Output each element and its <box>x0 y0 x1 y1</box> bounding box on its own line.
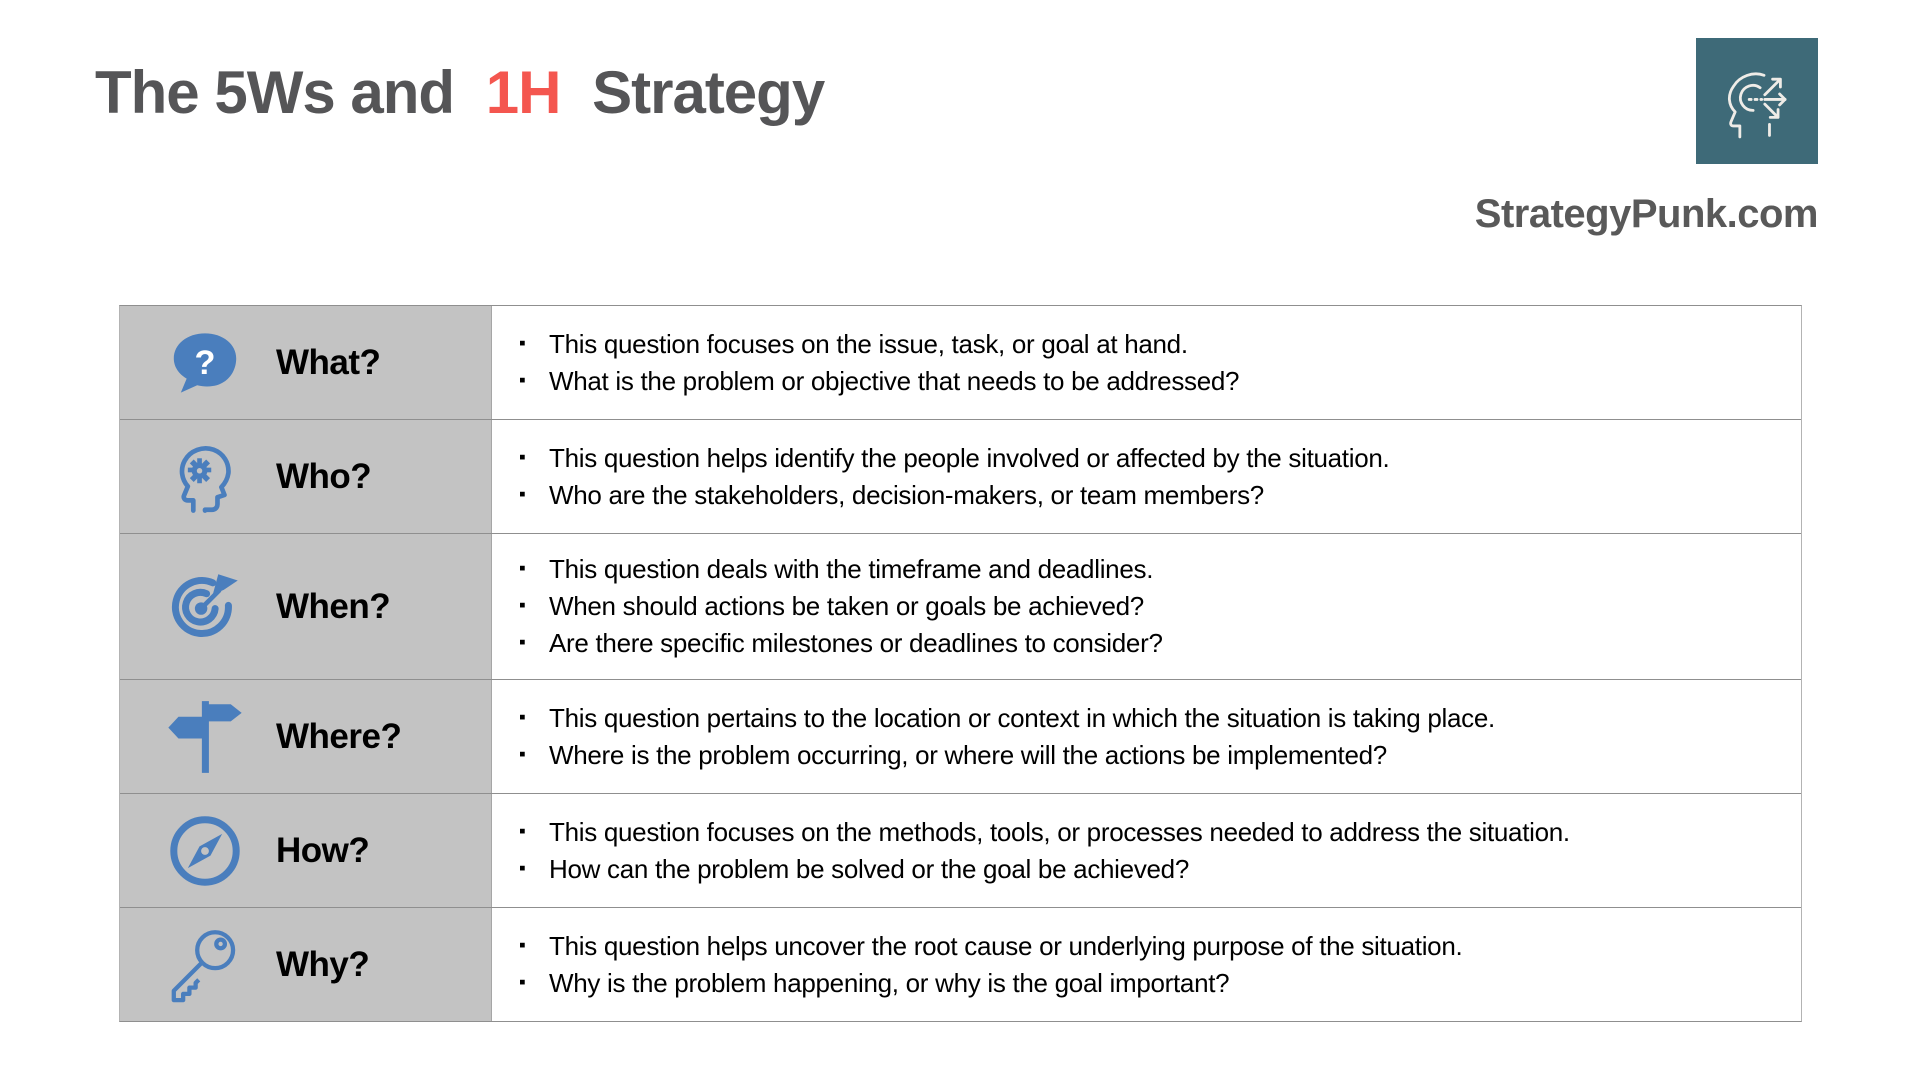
signpost-icon <box>164 696 246 778</box>
question-label: How? <box>276 830 370 870</box>
page-title <box>95 58 824 127</box>
bullet-item: ▪ This question helps uncover the root cause or underlying purpose of the situation. <box>549 931 1462 962</box>
table-row <box>120 533 1801 679</box>
bullet-list <box>492 811 1590 891</box>
description-cell <box>492 680 1801 793</box>
question-cell <box>120 306 492 419</box>
question-label: Where? <box>276 716 402 756</box>
bullet-item: ▪ How can the problem be solved or the goal be achieved? <box>549 854 1570 885</box>
bullet-list <box>492 548 1183 665</box>
question-bubble-icon <box>164 322 246 404</box>
table-row <box>120 679 1801 793</box>
bullet-item: ▪ Who are the stakeholders, decision-makers, or team members? <box>549 480 1389 511</box>
bullet-list <box>492 925 1482 1005</box>
strategypunk-logo <box>1696 38 1818 164</box>
site-name: StrategyPunk.com <box>1474 192 1818 236</box>
question-cell <box>120 534 492 679</box>
bullet-item: ▪ This question deals with the timeframe and deadlines. <box>549 554 1163 585</box>
head-branching-arrows-icon <box>1716 45 1798 157</box>
table-row <box>120 419 1801 533</box>
strategy-table <box>119 305 1802 1022</box>
bullet-list <box>492 697 1515 777</box>
bullet-item: ▪ This question focuses on the methods, tools, or processes needed to address the situation. <box>549 817 1570 848</box>
title-part1: The 5Ws and <box>95 59 455 126</box>
svg-text:?: ? <box>194 343 216 382</box>
description-cell <box>492 794 1801 907</box>
description-cell <box>492 420 1801 533</box>
bullet-list <box>492 437 1409 517</box>
bullet-item: ▪ This question focuses on the issue, task, or goal at hand. <box>549 329 1239 360</box>
question-cell <box>120 908 492 1021</box>
title-highlight: 1H <box>485 59 561 126</box>
bullet-item: ▪ This question pertains to the location or context in which the situation is taking place. <box>549 703 1495 734</box>
description-cell <box>492 534 1801 679</box>
table-row <box>120 907 1801 1021</box>
question-label: When? <box>276 586 391 626</box>
compass-icon <box>164 810 246 892</box>
question-cell <box>120 794 492 907</box>
bullet-item: ▪ Where is the problem occurring, or where will the actions be implemented? <box>549 740 1495 771</box>
bullet-item: ▪ What is the problem or objective that needs to be addressed? <box>549 366 1239 397</box>
question-label: Why? <box>276 944 370 984</box>
key-icon <box>164 924 246 1006</box>
question-label: What? <box>276 342 381 382</box>
bullet-item: ▪ When should actions be taken or goals be achieved? <box>549 591 1163 622</box>
title-part2: Strategy <box>592 59 825 126</box>
question-cell <box>120 680 492 793</box>
question-cell <box>120 420 492 533</box>
bullet-item: ▪ Are there specific milestones or deadlines to consider? <box>549 628 1163 659</box>
description-cell <box>492 908 1801 1021</box>
question-label: Who? <box>276 456 372 496</box>
description-cell <box>492 306 1801 419</box>
head-gear-icon <box>164 436 246 518</box>
target-arrow-icon <box>164 566 246 648</box>
bullet-item: ▪ This question helps identify the people involved or affected by the situation. <box>549 443 1389 474</box>
bullet-item: ▪ Why is the problem happening, or why is the goal important? <box>549 968 1462 999</box>
table-row <box>120 793 1801 907</box>
bullet-list <box>492 323 1259 403</box>
table-row <box>120 306 1801 419</box>
